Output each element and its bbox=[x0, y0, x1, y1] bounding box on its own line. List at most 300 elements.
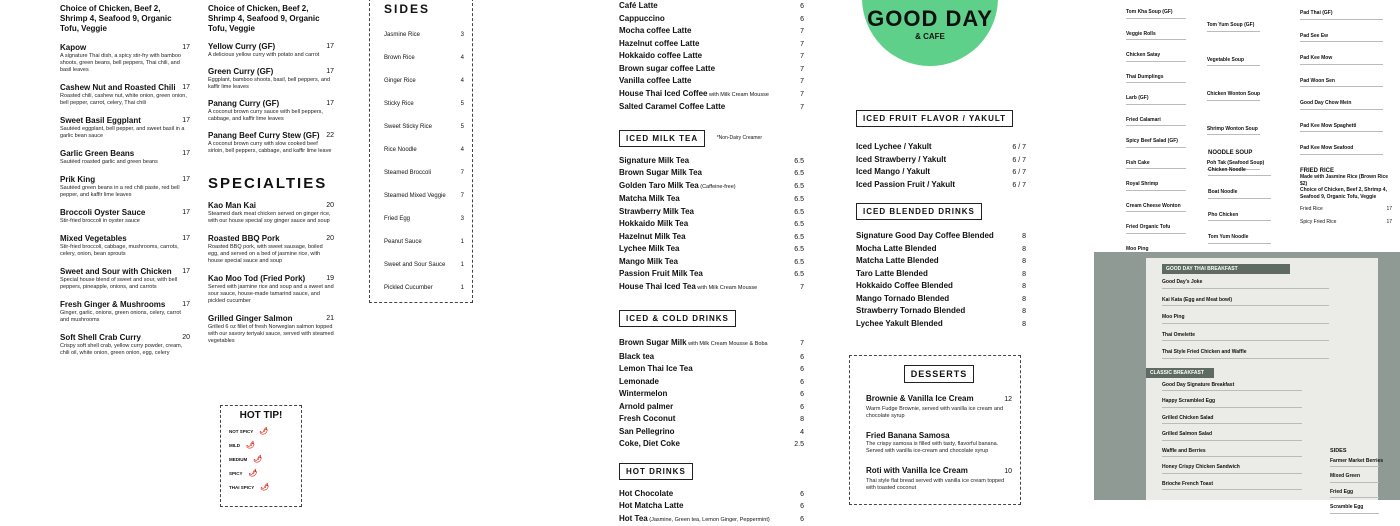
dessert-price: 10 bbox=[1004, 466, 1012, 478]
small-menu-item bbox=[1162, 398, 1318, 411]
row-name: Spicy Fried Rice bbox=[1300, 219, 1336, 226]
row-name: Mango Milk Tea bbox=[619, 256, 678, 268]
filler-line bbox=[1126, 61, 1186, 65]
spice-level-label: THAI SPICY bbox=[229, 485, 254, 490]
menu-item-title: Panang Beef Curry Stew (GF) bbox=[208, 131, 320, 141]
row-price: 6 bbox=[800, 489, 804, 501]
row-price: 6 / 7 bbox=[1012, 155, 1026, 167]
menu-item-price: 17 bbox=[182, 175, 190, 185]
menu-item-desc: Stir-fried broccoli, cabbage, mushrooms, carrots, celery, onion, bean sprouts bbox=[60, 244, 190, 258]
menu-item-price: 20 bbox=[182, 333, 190, 343]
small-menu-item bbox=[1162, 382, 1318, 395]
filler-line bbox=[1126, 147, 1186, 151]
row-price: 3 bbox=[461, 31, 464, 39]
menu-item-desc: Sautéed roasted garlic and green beans bbox=[60, 159, 190, 166]
desserts-box bbox=[849, 355, 1021, 505]
menu-item-price: 17 bbox=[182, 267, 190, 277]
row-name: Golden Taro Milk Tea (Caffeine-free) bbox=[619, 180, 736, 194]
side-item bbox=[384, 284, 464, 292]
row-name: Hokkaido coffee Latte bbox=[619, 50, 702, 62]
row-price: 8 bbox=[1022, 269, 1026, 281]
blended-drink-item bbox=[856, 293, 1026, 306]
small-menu-item-name: Waffle and Berries bbox=[1162, 448, 1318, 455]
row-price: 7 bbox=[461, 192, 464, 200]
side-item bbox=[384, 169, 464, 177]
sides-title: SIDES bbox=[384, 2, 464, 16]
row-price: 6 / 7 bbox=[1012, 180, 1026, 192]
menu-item bbox=[208, 67, 334, 91]
menu-item bbox=[60, 234, 190, 258]
small-menu-item-name: Happy Scrambled Egg bbox=[1162, 398, 1318, 405]
row-price: 7 bbox=[800, 338, 804, 350]
menu-item-price: 20 bbox=[326, 234, 334, 244]
hot-drink-item bbox=[619, 500, 804, 513]
spice-level bbox=[229, 455, 301, 463]
filler-line bbox=[1300, 109, 1383, 113]
menu-item-title: Panang Curry (GF) bbox=[208, 99, 279, 109]
fruit-drink-item bbox=[856, 179, 1026, 192]
row-name: Strawberry Milk Tea bbox=[619, 206, 694, 218]
row-price: 6 bbox=[800, 352, 804, 364]
row-price: 6.5 bbox=[794, 244, 804, 256]
row-name: Salted Caramel Coffee Latte bbox=[619, 101, 725, 113]
small-menu-item-name: Kai Kata (Egg and Meat bowl) bbox=[1162, 297, 1348, 304]
dessert-item bbox=[866, 393, 1012, 420]
hot-tip-title: HOT TIP! bbox=[240, 410, 283, 421]
row-name: Hot Matcha Latte bbox=[619, 500, 683, 512]
filler-line bbox=[1162, 489, 1302, 493]
hot-tip-box bbox=[220, 405, 302, 507]
filler-line bbox=[1162, 288, 1329, 292]
menu-item-title: Green Curry (GF) bbox=[208, 67, 273, 77]
filler-line bbox=[1162, 456, 1302, 460]
drinks-column bbox=[619, 0, 804, 526]
filler-line bbox=[1330, 497, 1379, 501]
row-name: Sweet and Sour Sauce bbox=[384, 261, 445, 269]
blended-drink-item bbox=[856, 230, 1026, 243]
small-menu-item bbox=[1162, 448, 1318, 461]
row-price: 2.5 bbox=[794, 439, 804, 451]
menu-item bbox=[60, 300, 190, 324]
menu-item-desc: Stir-fried broccoli in oyster sauce bbox=[60, 218, 190, 225]
filler-line bbox=[1126, 104, 1186, 108]
small-menu-item bbox=[1330, 473, 1384, 486]
iced-cold-title: ICED & COLD DRINKS bbox=[619, 310, 736, 327]
row-price: 8 bbox=[1022, 294, 1026, 306]
row-name: Hot Chocolate bbox=[619, 488, 673, 500]
menu-item-title: Grilled Ginger Salmon bbox=[208, 314, 292, 324]
filler-line bbox=[1208, 243, 1271, 247]
menu-item-title: Kao Man Kai bbox=[208, 201, 256, 211]
row-name: Pickled Cucumber bbox=[384, 284, 433, 292]
menu-item-title: Cashew Nut and Roasted Chili bbox=[60, 83, 176, 93]
small-menu-item-name: Mixed Green bbox=[1330, 473, 1384, 480]
menu-item bbox=[60, 149, 190, 166]
small-menu-item bbox=[1300, 33, 1392, 46]
milk-tea-item bbox=[619, 243, 804, 256]
menu-item-price: 17 bbox=[182, 149, 190, 159]
menu-item-name bbox=[60, 149, 190, 159]
coffee-item bbox=[619, 13, 804, 26]
row-price: 4 bbox=[800, 427, 804, 439]
small-menu-item-name: Good Day Chow Mein bbox=[1300, 100, 1392, 107]
row-price: 6.5 bbox=[794, 181, 804, 193]
filler-line bbox=[1208, 198, 1271, 202]
menu-item-desc: Roasted BBQ pork, with sweet sausage, boiled egg, and served on a bed of jasmine rice, with house special sauce and soup bbox=[208, 244, 334, 265]
chili-icon: 🌶 bbox=[249, 469, 258, 477]
fried-rice-choice: Choice of Chicken, Beef 2, Shrimp 4, Seafood 9, Organic Tofu, Veggie bbox=[1300, 187, 1392, 200]
menu-item-name bbox=[60, 300, 190, 310]
row-name: Hazelnut Milk Tea bbox=[619, 231, 686, 243]
spice-level-label: MILD bbox=[229, 443, 240, 448]
filler-line bbox=[1300, 154, 1383, 158]
menu-item-name bbox=[208, 234, 334, 244]
row-name: Hokkaido Milk Tea bbox=[619, 218, 688, 230]
filler-line bbox=[1300, 41, 1383, 45]
chili-icon: 🌶 bbox=[260, 483, 269, 491]
filler-line bbox=[1162, 440, 1302, 444]
row-name: Lemon Thai Ice Tea bbox=[619, 363, 693, 375]
filler-line bbox=[1330, 466, 1379, 470]
menu-item-title: Sweet and Sour with Chicken bbox=[60, 267, 172, 277]
row-price: 8 bbox=[1022, 319, 1026, 331]
row-price: 7 bbox=[800, 51, 804, 63]
spice-level bbox=[229, 427, 301, 435]
dessert-desc: Warm Fudge Brownie, served with vanilla ice cream and chocolate syrup bbox=[866, 406, 1012, 420]
cold-drink-item bbox=[619, 337, 804, 351]
menu-column-noodles bbox=[1300, 0, 1392, 225]
iced-milk-tea-title: ICED MILK TEA bbox=[619, 130, 705, 147]
filler-line bbox=[1126, 125, 1186, 129]
small-menu-item-name: Pad Kee Mow Spaghetti bbox=[1300, 123, 1392, 130]
row-name: Brown Sugar Milk Tea bbox=[619, 167, 702, 179]
menu-item-desc: Sautéed green beans in a red chili paste, red bell pepper, and kaffir lime leaves bbox=[60, 185, 190, 199]
small-menu-item-name: Moo Ping bbox=[1162, 314, 1348, 321]
milk-tea-item bbox=[619, 193, 804, 206]
menu-item-desc: Ginger, garlic, onions, green onions, celery, carrot and mushrooms bbox=[60, 310, 190, 324]
coffee-item bbox=[619, 63, 804, 76]
row-price: 4 bbox=[461, 54, 464, 62]
classic-title: CLASSIC BREAKFAST bbox=[1146, 368, 1214, 378]
small-menu-item-name: Fried Organic Tofu bbox=[1126, 224, 1193, 231]
menu-item-price: 17 bbox=[326, 42, 334, 52]
menu-item-price: 17 bbox=[182, 234, 190, 244]
menu-item-name bbox=[60, 333, 190, 343]
small-menu-item-name: Cream Cheese Wonton bbox=[1126, 203, 1193, 210]
small-menu-item-name: Vegetable Soup bbox=[1207, 57, 1266, 64]
filler-line bbox=[1300, 19, 1383, 23]
small-menu-item bbox=[1126, 31, 1193, 44]
small-menu-item-name: Grilled Salmon Salad bbox=[1162, 431, 1318, 438]
row-price: 6 bbox=[800, 1, 804, 13]
coffee-item bbox=[619, 75, 804, 88]
menu-item-title: Roasted BBQ Pork bbox=[208, 234, 280, 244]
row-name: Cappuccino bbox=[619, 13, 665, 25]
small-menu-item bbox=[1162, 349, 1348, 362]
row-note: (Jasmine, Green tea, Lemon Ginger, Peppermint) bbox=[648, 517, 770, 523]
menu-item-price: 17 bbox=[182, 116, 190, 126]
row-price: 6.5 bbox=[794, 207, 804, 219]
chili-icon: 🌶 bbox=[259, 427, 268, 435]
row-name: Matcha Milk Tea bbox=[619, 193, 680, 205]
row-name: Mocha Latte Blended bbox=[856, 243, 936, 255]
menu-item-title: Sweet Basil Eggplant bbox=[60, 116, 141, 126]
menu-item-name bbox=[208, 201, 334, 211]
row-price: 1 bbox=[461, 238, 464, 246]
small-menu-item bbox=[1162, 279, 1348, 292]
dessert-name: Brownie & Vanilla Ice Cream bbox=[866, 393, 974, 405]
row-name: Hokkaido Coffee Blended bbox=[856, 280, 953, 292]
small-menu-item bbox=[1126, 117, 1193, 130]
menu-item-price: 21 bbox=[326, 314, 334, 324]
small-menu-item bbox=[1207, 57, 1266, 70]
filler-line bbox=[1300, 131, 1383, 135]
filler-line bbox=[1162, 323, 1329, 327]
row-name: Vanilla coffee Latte bbox=[619, 75, 691, 87]
small-menu-item bbox=[1208, 167, 1278, 180]
menu-item-price: 17 bbox=[182, 300, 190, 310]
row-price: 4 bbox=[461, 146, 464, 154]
menu-item-title: Mixed Vegetables bbox=[60, 234, 127, 244]
coffee-item bbox=[619, 88, 804, 102]
small-menu-item bbox=[1300, 100, 1392, 113]
side-item bbox=[384, 192, 464, 200]
menu-item-price: 17 bbox=[326, 99, 334, 109]
cold-drink-item bbox=[619, 388, 804, 401]
small-menu-item-name: Grilled Chicken Salad bbox=[1162, 415, 1318, 422]
menu-item-price: 17 bbox=[326, 67, 334, 77]
row-name: Café Latte bbox=[619, 0, 658, 12]
milk-tea-item bbox=[619, 268, 804, 281]
small-menu-item bbox=[1300, 55, 1392, 68]
menu-item bbox=[60, 116, 190, 140]
filler-line bbox=[1126, 168, 1186, 172]
small-menu-item bbox=[1126, 9, 1193, 22]
row-price: 17 bbox=[1386, 219, 1392, 226]
filler-line bbox=[1162, 423, 1302, 427]
menu-item-desc: A delicious yellow curry with potato and carrot bbox=[208, 52, 334, 59]
small-menu-item bbox=[1162, 431, 1318, 444]
filler-line bbox=[1162, 473, 1302, 477]
small-menu-item-name: Pad Woon Sen bbox=[1300, 78, 1392, 85]
row-price: 8 bbox=[1022, 281, 1026, 293]
spice-level-label: MEDIUM bbox=[229, 457, 247, 462]
row-price: 6 bbox=[800, 514, 804, 526]
non-dairy-note: *Non-Dairy Creamer bbox=[717, 135, 762, 142]
row-name: Matcha Latte Blended bbox=[856, 255, 939, 267]
menu-item-price: 17 bbox=[182, 43, 190, 53]
row-price: 3 bbox=[461, 215, 464, 223]
menu-item bbox=[60, 175, 190, 199]
row-name: Iced Lychee / Yakult bbox=[856, 141, 932, 153]
breakfast-panel bbox=[1094, 252, 1400, 500]
small-menu-item bbox=[1207, 22, 1266, 35]
row-price: 6 bbox=[800, 377, 804, 389]
row-price: 7 bbox=[800, 76, 804, 88]
row-price: 6 bbox=[800, 364, 804, 376]
blended-drink-item bbox=[856, 280, 1026, 293]
menu-item bbox=[60, 333, 190, 357]
small-menu-item-name: Honey Crispy Chicken Sandwich bbox=[1162, 464, 1318, 471]
row-name: Arnold palmer bbox=[619, 401, 673, 413]
small-menu-item-name: Boat Noodle bbox=[1208, 189, 1278, 196]
menu-item-name bbox=[208, 42, 334, 52]
menu-item-desc: Eggplant, bamboo shoots, basil, bell peppers, and kaffir lime leaves bbox=[208, 77, 334, 91]
row-name: Fried Rice bbox=[1300, 206, 1323, 213]
small-menu-item bbox=[1126, 203, 1193, 216]
cold-drink-item bbox=[619, 413, 804, 426]
specialties-title: SPECIALTIES bbox=[208, 175, 334, 192]
blended-drink-item bbox=[856, 243, 1026, 256]
dessert-item bbox=[866, 465, 1012, 492]
menu-item-name bbox=[208, 99, 334, 109]
blended-drink-item bbox=[856, 268, 1026, 281]
menu-item-desc: Served with jasmine rice and soup and a sweet and sour sauce, house-made tamarind sauce, and pickled cucumber bbox=[208, 284, 334, 305]
menu-item bbox=[60, 208, 190, 225]
small-menu-item bbox=[1207, 126, 1266, 139]
menu-item-name bbox=[208, 67, 334, 77]
small-menu-item bbox=[1162, 314, 1348, 327]
blended-drink-item bbox=[856, 318, 1026, 331]
coffee-item bbox=[619, 101, 804, 114]
menu-item-name bbox=[60, 234, 190, 244]
row-name: Brown sugar coffee Latte bbox=[619, 63, 715, 75]
menu-item-title: Kao Moo Tod (Fried Pork) bbox=[208, 274, 305, 284]
small-menu-item bbox=[1126, 181, 1193, 194]
row-price: 7 bbox=[461, 169, 464, 177]
row-note: (Caffeine-free) bbox=[699, 184, 736, 190]
blended-title: ICED BLENDED DRINKS bbox=[856, 203, 982, 220]
coffee-item bbox=[619, 50, 804, 63]
dessert-desc: The crispy samosa is filled with tasty, flavorful banana. Served with vanilla ice-cream and chocolate syrup bbox=[866, 441, 1012, 455]
spice-level-label: NOT SPICY bbox=[229, 429, 253, 434]
row-price: 1 bbox=[461, 261, 464, 269]
fried-rice-item bbox=[1300, 219, 1392, 226]
menu-item-title: Broccoli Oyster Sauce bbox=[60, 208, 145, 218]
side-item bbox=[384, 215, 464, 223]
menu-item-title: Garlic Green Beans bbox=[60, 149, 134, 159]
filler-line bbox=[1162, 305, 1329, 309]
side-item bbox=[384, 146, 464, 154]
fried-rice-title: FRIED RICE bbox=[1300, 168, 1392, 175]
row-price: 6.5 bbox=[794, 194, 804, 206]
small-menu-item-name: Good Day Signature Breakfast bbox=[1162, 382, 1318, 389]
breakfast-title: GOOD DAY THAI BREAKFAST bbox=[1162, 264, 1290, 274]
small-menu-item-name: Pad See Ew bbox=[1300, 33, 1392, 40]
small-menu-item bbox=[1126, 224, 1193, 237]
fried-rice-sub: Made with Jasmine Rice (Brown Rice $2) bbox=[1300, 174, 1392, 187]
hot-drink-item bbox=[619, 488, 804, 501]
blended-drink-item bbox=[856, 305, 1026, 318]
menu-item-title: Kapow bbox=[60, 43, 86, 53]
menu-item-price: 17 bbox=[182, 83, 190, 93]
milk-tea-item bbox=[619, 218, 804, 231]
bf-sides-title: SIDES bbox=[1330, 448, 1384, 455]
row-name: Hazelnut coffee Latte bbox=[619, 38, 699, 50]
row-name: Iced Passion Fruit / Yakult bbox=[856, 179, 955, 191]
small-menu-item-name: Veggie Rolls bbox=[1126, 31, 1193, 38]
small-menu-item-name: Fried Calamari bbox=[1126, 117, 1193, 124]
row-price: 6 bbox=[800, 389, 804, 401]
row-price: 6.5 bbox=[794, 232, 804, 244]
row-price: 1 bbox=[461, 284, 464, 292]
row-name: Mocha coffee Latte bbox=[619, 25, 691, 37]
row-name: Brown Sugar Milk with Milk Cream Mousse & Boba bbox=[619, 337, 768, 351]
side-item bbox=[384, 261, 464, 269]
row-price: 6 bbox=[800, 402, 804, 414]
filler-line bbox=[1330, 513, 1379, 517]
menu-item-name bbox=[60, 175, 190, 185]
small-menu-item bbox=[1208, 212, 1278, 225]
small-menu-item-name: Chicken Noodle bbox=[1208, 167, 1278, 174]
filler-line bbox=[1207, 100, 1260, 104]
filler-line bbox=[1162, 407, 1302, 411]
milk-tea-item bbox=[619, 256, 804, 269]
dessert-desc: Thai style flat bread served with vanilla ice cream topped with toasted coconut bbox=[866, 478, 1012, 492]
hot-drink-item bbox=[619, 513, 804, 526]
row-name: Ginger Rice bbox=[384, 77, 416, 85]
small-menu-item-name: Royal Shrimp bbox=[1126, 181, 1193, 188]
menu-item-name bbox=[60, 43, 190, 53]
row-price: 7 bbox=[800, 39, 804, 51]
small-menu-item bbox=[1207, 91, 1266, 104]
brand-sub: & CAFE bbox=[915, 32, 945, 41]
row-note: with Milk Cream Mousse & Boba bbox=[687, 341, 768, 347]
row-name: San Pellegrino bbox=[619, 426, 675, 438]
filler-line bbox=[1300, 86, 1383, 90]
noodle-title: NOODLE SOUP bbox=[1208, 150, 1278, 157]
cold-drink-item bbox=[619, 426, 804, 439]
filler-line bbox=[1330, 482, 1379, 486]
menu-item-name bbox=[60, 116, 190, 126]
row-name: Sticky Rice bbox=[384, 100, 414, 108]
small-menu-item-name: Thai Omelette bbox=[1162, 332, 1348, 339]
small-menu-item-name: Pad Thai (GF) bbox=[1300, 10, 1392, 17]
fried-rice-item bbox=[1300, 206, 1392, 213]
dessert-item bbox=[866, 430, 1012, 456]
row-name: House Thai Iced Tea with Milk Cream Mousse bbox=[619, 281, 757, 295]
spice-level-label: SPICY bbox=[229, 471, 243, 476]
small-menu-item-name: Pad Kee Mow Seafood bbox=[1300, 145, 1392, 152]
row-note: with Milk Cream Mousse bbox=[707, 92, 768, 98]
menu-item bbox=[208, 131, 334, 155]
chili-icon: 🌶 bbox=[246, 441, 255, 449]
row-name: Lemonade bbox=[619, 376, 659, 388]
filler-line bbox=[1126, 39, 1186, 43]
small-menu-item bbox=[1330, 458, 1384, 471]
cold-drink-item bbox=[619, 376, 804, 389]
menu-item-price: 17 bbox=[182, 208, 190, 218]
chili-icon: 🌶 bbox=[253, 455, 262, 463]
row-name: Strawberry Tornado Blended bbox=[856, 305, 965, 317]
row-price: 5 bbox=[461, 123, 464, 131]
row-price: 8 bbox=[1022, 256, 1026, 268]
small-menu-item-name: Brioche French Toast bbox=[1162, 481, 1318, 488]
row-name: Rice Noodle bbox=[384, 146, 417, 154]
row-price: 6 / 7 bbox=[1012, 167, 1026, 179]
menu-item bbox=[208, 42, 334, 59]
small-menu-item-name: Pho Chicken bbox=[1208, 212, 1278, 219]
filler-line bbox=[1208, 175, 1271, 179]
row-price: 8 bbox=[1022, 231, 1026, 243]
row-name: Steamed Broccoli bbox=[384, 169, 431, 177]
dessert-name-row bbox=[866, 465, 1012, 478]
menu-item-desc: A coconut brown curry sauce with bell peppers, cabbage, and kaffir lime leaves bbox=[208, 109, 334, 123]
filler-line bbox=[1126, 18, 1186, 22]
menu-item bbox=[208, 201, 334, 225]
desserts-title: DESSERTS bbox=[904, 365, 975, 383]
small-menu-item bbox=[1162, 481, 1318, 494]
